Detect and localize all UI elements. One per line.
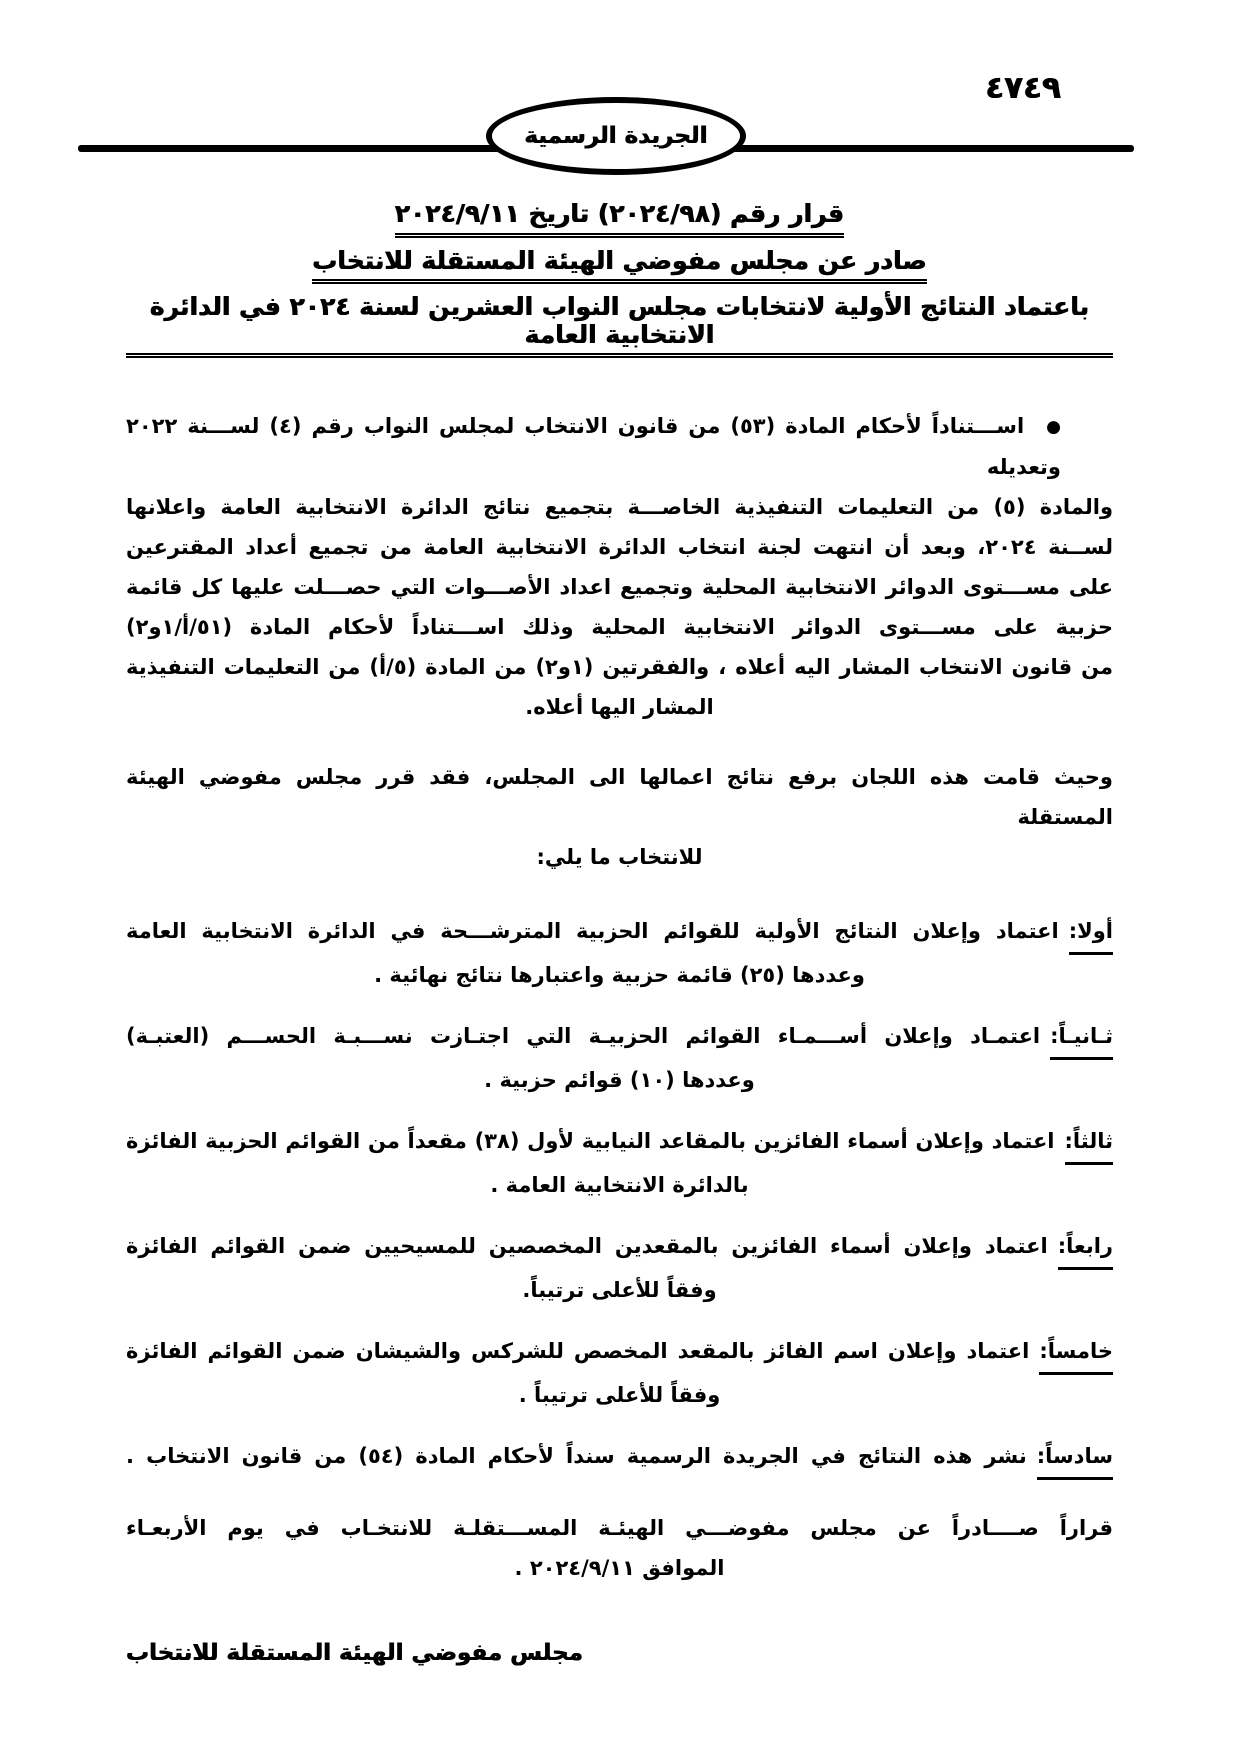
clause-third	[126, 1121, 1113, 1205]
clause-third-line	[126, 1121, 1113, 1165]
preamble-text: اســـتناداً لأحكام المادة (٥٣) من قانون الانتخاب لمجلس النواب رقم (٤) لســـنة ٢٠٢٢ وتعديله	[126, 414, 1061, 479]
preamble-line: لســنة ٢٠٢٤، وبعد أن انتهت لجنة انتخاب الدائرة الانتخابية العامة من تجميع أعداد المقترعين	[126, 535, 1113, 559]
clause-third-label: ثالثاً:	[1065, 1121, 1114, 1165]
preamble-line: على مســـتوى الدوائر الانتخابية المحلية وتجميع اعداد الأصـــوات التي حصـــلت عليها كل قائمة	[126, 575, 1113, 599]
decision-subject-line	[126, 293, 1113, 358]
clause-sixth-label: سادساً:	[1037, 1436, 1113, 1480]
clause-fourth-text: اعتماد وإعلان أسماء الفائزين بالمقعدين المخصصين للمسيحيين ضمن القوائم الفائزة	[126, 1234, 1048, 1258]
clause-fifth-text: اعتماد وإعلان اسم الفائز بالمقعد المخصص للشركس والشيشان ضمن القوائم الفائزة	[126, 1339, 1030, 1363]
clause-third-text: اعتماد وإعلان أسماء الفائزين بالمقاعد النيابية لأول (٣٨) مقعداً من القوائم الحزبية الفائزة	[126, 1129, 1055, 1153]
document-content	[126, 200, 1113, 1755]
clause-fifth	[126, 1331, 1113, 1415]
decision-issuer-text: صادر عن مجلس مفوضي الهيئة المستقلة للانتخاب	[312, 247, 926, 285]
clause-second-label: ثـانيـاً:	[1050, 1016, 1113, 1060]
clause-second-continuation: وعددها (١٠) قوائم حزبية .	[484, 1068, 755, 1092]
clause-first-text: اعتماد وإعلان النتائج الأولية للقوائم الحزبية المترشـــحة في الدائرة الانتخابية العامة	[126, 919, 1059, 943]
masthead-oval	[486, 97, 746, 175]
closing-line: قراراً صــــادراً عن مجلس مفوضـــي الهيئـة المســـتقلـة للانتخـاب في يوم الأربعـاء	[126, 1516, 1113, 1540]
clause-sixth-line	[126, 1436, 1113, 1480]
decision-number-text: قرار رقم (٢٠٢٤/٩٨) تاريخ ٢٠٢٤/٩/١١	[395, 200, 844, 238]
decision-body	[126, 406, 1113, 1666]
clause-second-text: اعتمـاد وإعلان أســـمـاء القوائم الحزبيـة التي اجتـازت نســـبـة الحســـم (العتبـة)	[126, 1024, 1041, 1048]
clause-fifth-line	[126, 1331, 1113, 1375]
preamble-line: والمادة (٥) من التعليمات التنفيذية الخاصـــة بتجميع نتائج الدائرة الانتخابية العامة واعلانها	[126, 495, 1114, 519]
closing-paragraph	[126, 1508, 1113, 1588]
preamble-line: من قانون الانتخاب المشار اليه أعلاه ، والفقرتين (١و٢) من المادة (٥/أ) من التعليمات التنفيذية	[126, 655, 1114, 679]
page-number: ٤٧٤٩	[985, 70, 1061, 106]
clause-fifth-continuation: وفقاً للأعلى ترتيباً .	[518, 1383, 721, 1407]
clause-third-continuation: بالدائرة الانتخابية العامة .	[490, 1173, 749, 1197]
preamble-line: المشار اليها أعلاه.	[525, 695, 714, 719]
clause-fifth-label: خامساً:	[1039, 1331, 1113, 1375]
transition-paragraph	[126, 757, 1113, 877]
clause-first-continuation: وعددها (٢٥) قائمة حزبية واعتبارها نتائج نهائية .	[374, 963, 865, 987]
bullet-icon: ●	[1046, 417, 1061, 437]
preamble-paragraph	[126, 406, 1113, 727]
transition-line: وحيث قامت هذه اللجان برفع نتائج اعمالها الى المجلس، فقد قرر مجلس مفوضي الهيئة المستقلة	[126, 765, 1113, 829]
preamble-line: حزبية على مســـتوى الدوائر الانتخابية المحلية وذلك اســـتناداً لأحكام المادة (٥١/أ/١و٢)	[126, 615, 1113, 639]
decision-title-block	[126, 200, 1113, 358]
decision-issuer-line	[126, 247, 1113, 285]
clause-second-line	[126, 1016, 1113, 1060]
clause-second	[126, 1016, 1113, 1100]
clause-sixth-text: نشر هذه النتائج في الجريدة الرسمية سنداً لأحكام المادة (٥٤) من قانون الانتخاب .	[126, 1444, 1027, 1468]
masthead-title: الجريدة الرسمية	[524, 123, 708, 149]
clause-fourth-line	[126, 1226, 1113, 1270]
transition-line: للانتخاب ما يلي:	[536, 845, 703, 869]
clause-fourth-label: رابعاً:	[1058, 1226, 1113, 1270]
page-header	[0, 0, 1241, 200]
clause-fourth	[126, 1226, 1113, 1310]
closing-line: الموافق ٢٠٢٤/٩/١١ .	[514, 1556, 725, 1580]
preamble-line	[126, 406, 1113, 487]
signature-block: مجلس مفوضي الهيئة المستقلة للانتخاب	[126, 1640, 583, 1666]
clause-fourth-continuation: وفقاً للأعلى ترتيباً.	[522, 1278, 717, 1302]
clause-first-label: أولا:	[1069, 911, 1113, 955]
decision-subject-text: باعتماد النتائج الأولية لانتخابات مجلس النواب العشرين لسنة ٢٠٢٤ في الدائرة الانتخابية العامة	[126, 293, 1113, 358]
clause-first	[126, 911, 1113, 995]
clause-first-line	[126, 911, 1113, 955]
clause-sixth	[126, 1436, 1113, 1480]
decision-number-line	[126, 200, 1113, 238]
